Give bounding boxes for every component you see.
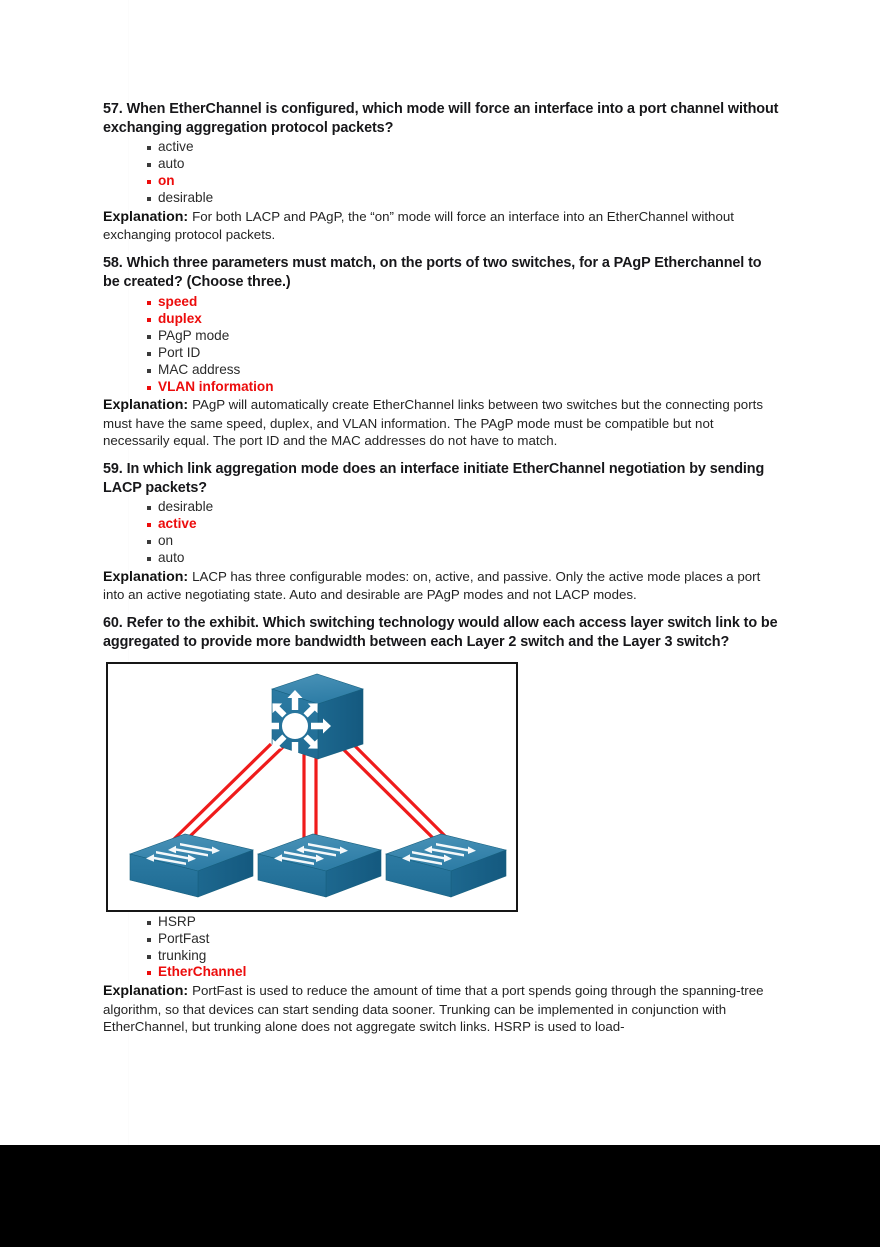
bullet-icon [147, 955, 151, 959]
answer-label: desirable [158, 190, 214, 206]
bullet-icon [147, 146, 151, 150]
bullet-icon [147, 540, 151, 544]
answer-label: speed [158, 293, 198, 309]
question-block-59 [103, 460, 781, 603]
answer-option-correct[interactable] [147, 379, 781, 396]
answer-label: on [158, 173, 175, 189]
answer-label: on [158, 533, 174, 549]
question-block-58 [103, 254, 781, 448]
question-title-58: 58. Which three parameters must match, on the ports of two switches, for a PAgP Etherchannel to be created? (Choose three.) [103, 255, 762, 291]
bullet-icon [147, 523, 151, 527]
bullet-icon [147, 301, 151, 305]
question-title-59: 59. In which link aggregation mode does an interface initiate EtherChannel negotiation by sending LACP packets? [103, 460, 765, 496]
question-title-57: 57. When EtherChannel is configured, which mode will force an interface into a port channel without exchanging aggregation protocol packets? [103, 101, 779, 136]
layer3-switch-device [250, 674, 363, 771]
link-line [341, 747, 436, 841]
layer2-switch-device-2 [258, 834, 381, 897]
answer-label: MAC address [158, 361, 241, 377]
answer-label: Port ID [158, 344, 201, 360]
answer-option[interactable] [147, 345, 781, 362]
explanation-text: LACP has three configurable modes: on, active, and passive. Only the active mode places a port into an active negotiating state. Auto and desirable are PAgP modes and not LACP modes. [103, 568, 761, 603]
page-content [103, 100, 781, 1046]
answer-option[interactable] [147, 362, 781, 379]
bullet-icon [147, 938, 151, 942]
answer-option-correct[interactable] [147, 964, 781, 981]
explanation-59 [103, 568, 781, 603]
answer-label: active [158, 139, 194, 155]
bullet-icon [147, 557, 151, 561]
answer-option[interactable] [147, 190, 781, 207]
answer-list-59 [103, 499, 781, 567]
answer-list-60 [103, 914, 781, 982]
answer-option[interactable] [147, 139, 781, 156]
footer-black-bar [0, 1145, 880, 1247]
link-line [185, 747, 283, 841]
answer-label: EtherChannel [158, 964, 247, 980]
bullet-icon [147, 318, 151, 322]
question-title-60: 60. Refer to the exhibit. Which switching technology would allow each access layer switch link to be aggregated to provide more bandwidth between each Layer 2 switch and the Layer 3 switch? [103, 615, 778, 650]
answer-option[interactable] [147, 948, 781, 965]
link-line [172, 744, 271, 841]
explanation-58 [103, 396, 781, 448]
answer-label: VLAN information [158, 378, 274, 394]
bullet-icon [147, 386, 151, 390]
answer-label: PortFast [158, 930, 210, 946]
bullet-icon [147, 506, 151, 510]
explanation-text: PAgP will automatically create EtherChannel links between two switches but the connecting ports must have the same speed, duplex, and VLAN information. The PAgP mode must be compatible but not necessarily equal. The port ID and the MAC addresses do not have to match. [103, 397, 763, 448]
answer-list-57 [103, 139, 781, 207]
answer-option[interactable] [147, 499, 781, 516]
explanation-text: PortFast is used to reduce the amount of time that a port spends going through the spanning-tree algorithm, so that devices can start sending data sooner. Trunking can be implemented in conjunction with EtherChannel, but trunking alone does not aggregate switch links. HSRP is used to load- [103, 983, 764, 1034]
answer-list-58 [103, 294, 781, 396]
answer-label: active [158, 516, 197, 532]
answer-option[interactable] [147, 914, 781, 931]
answer-option[interactable] [147, 550, 781, 567]
answer-label: trunking [158, 947, 207, 963]
topology-diagram [108, 664, 516, 910]
bullet-icon [147, 352, 151, 356]
bullet-icon [147, 971, 151, 975]
explanation-text: For both LACP and PAgP, the “on” mode will force an interface into an EtherChannel without exchanging protocol packets. [103, 209, 734, 243]
explanation-57 [103, 208, 781, 243]
answer-label: duplex [158, 310, 202, 326]
answer-label: auto [158, 156, 185, 172]
bullet-icon [147, 163, 151, 167]
answer-option[interactable] [147, 328, 781, 345]
answer-label: auto [158, 550, 185, 566]
link-line [353, 744, 450, 841]
bullet-icon [147, 197, 151, 201]
question-block-60 [103, 614, 781, 1035]
explanation-label: Explanation: [103, 209, 189, 226]
answer-label: PAgP mode [158, 327, 230, 343]
bullet-icon [147, 921, 151, 925]
answer-option[interactable] [147, 533, 781, 550]
answer-option-correct[interactable] [147, 173, 781, 190]
answer-option-correct[interactable] [147, 311, 781, 328]
answer-option[interactable] [147, 156, 781, 173]
answer-option[interactable] [147, 931, 781, 948]
layer2-switch-device-1 [130, 834, 253, 897]
explanation-label: Explanation: [103, 568, 189, 585]
bullet-icon [147, 335, 151, 339]
bullet-icon [147, 180, 151, 184]
question-block-57 [103, 100, 781, 243]
layer2-switch-device-3 [386, 834, 506, 897]
explanation-60 [103, 982, 781, 1034]
answer-option-correct[interactable] [147, 516, 781, 533]
answer-label: HSRP [158, 913, 196, 929]
etherchannel-links [172, 744, 450, 841]
explanation-label: Explanation: [103, 983, 189, 1000]
bullet-icon [147, 369, 151, 373]
answer-option-correct[interactable] [147, 294, 781, 311]
explanation-label: Explanation: [103, 397, 189, 414]
answer-label: desirable [158, 499, 214, 515]
exhibit-network-topology [106, 662, 518, 912]
